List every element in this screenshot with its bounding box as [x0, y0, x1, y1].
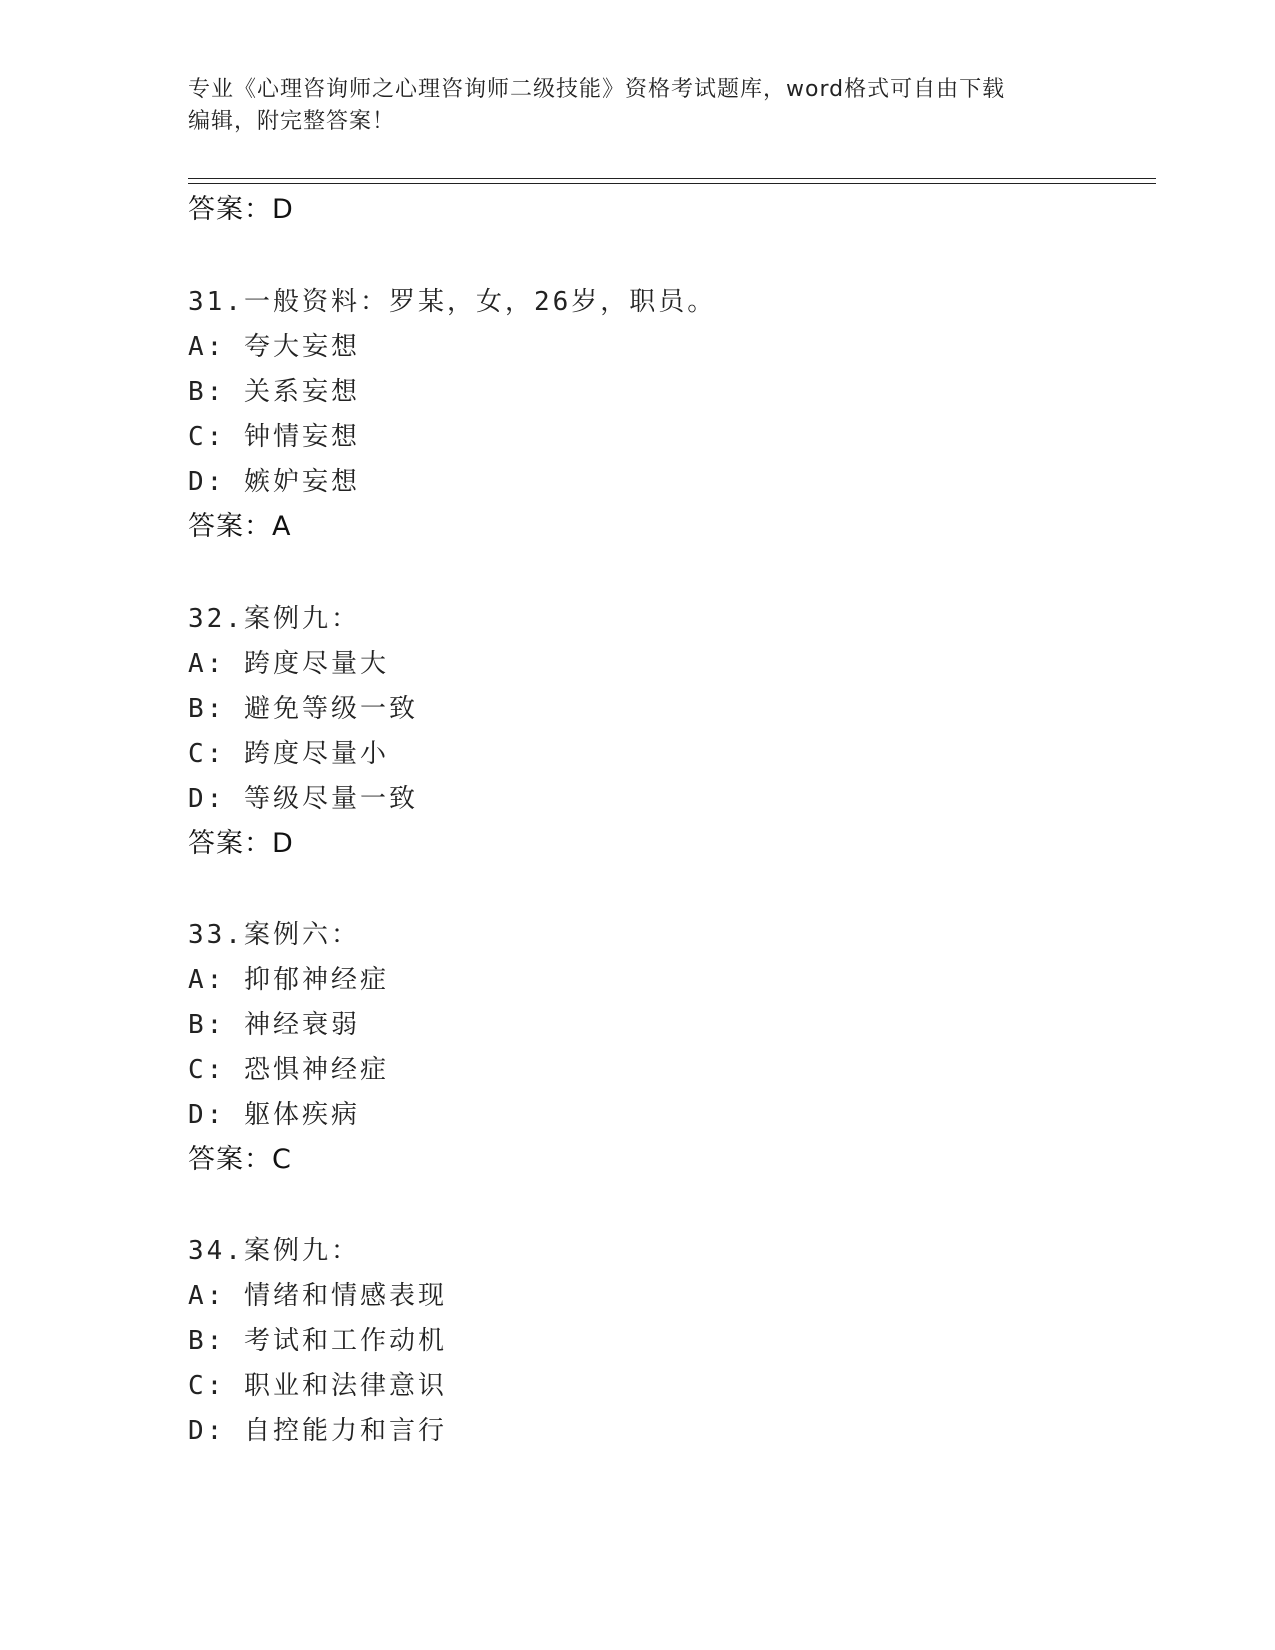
header-divider-top [188, 178, 1156, 179]
question-34-option-d: D: 自控能力和言行 [188, 1416, 447, 1446]
question-33-option-b: B: 神经衰弱 [188, 1010, 360, 1040]
question-31-option-c: C: 钟情妄想 [188, 422, 360, 452]
question-32-answer: 答案：D [188, 828, 294, 859]
question-33-option-d: D: 躯体疾病 [188, 1100, 360, 1130]
question-34-stem: 34.案例九： [188, 1236, 360, 1266]
previous-answer: 答案：D [188, 194, 294, 225]
question-34-option-a: A: 情绪和情感表现 [188, 1281, 447, 1311]
question-31-option-b: B: 关系妄想 [188, 377, 360, 407]
question-32-option-c: C: 跨度尽量小 [188, 739, 389, 769]
document-header [188, 74, 1088, 138]
question-32-option-b: B: 避免等级一致 [188, 694, 418, 724]
question-32-option-a: A: 跨度尽量大 [188, 649, 389, 679]
question-32-stem: 32.案例九： [188, 604, 360, 634]
question-33-option-a: A: 抑郁神经症 [188, 965, 389, 995]
question-31-answer: 答案：A [188, 511, 292, 542]
header-line-2: 编辑，附完整答案！ [188, 109, 396, 134]
header-line-1: 专业《心理咨询师之心理咨询师二级技能》资格考试题库，word格式可自由下载 [188, 77, 1006, 102]
question-34-option-c: C: 职业和法律意识 [188, 1371, 447, 1401]
header-divider-bottom [188, 183, 1156, 184]
question-31-option-a: A: 夸大妄想 [188, 332, 360, 362]
question-34-option-b: B: 考试和工作动机 [188, 1326, 447, 1356]
question-31-stem: 31.一般资料：罗某，女，26岁，职员。 [188, 287, 717, 317]
question-32-option-d: D: 等级尽量一致 [188, 784, 418, 814]
question-33-answer: 答案：C [188, 1144, 292, 1175]
question-31-option-d: D: 嫉妒妄想 [188, 467, 360, 497]
question-33-option-c: C: 恐惧神经症 [188, 1055, 389, 1085]
question-33-stem: 33.案例六： [188, 920, 360, 950]
